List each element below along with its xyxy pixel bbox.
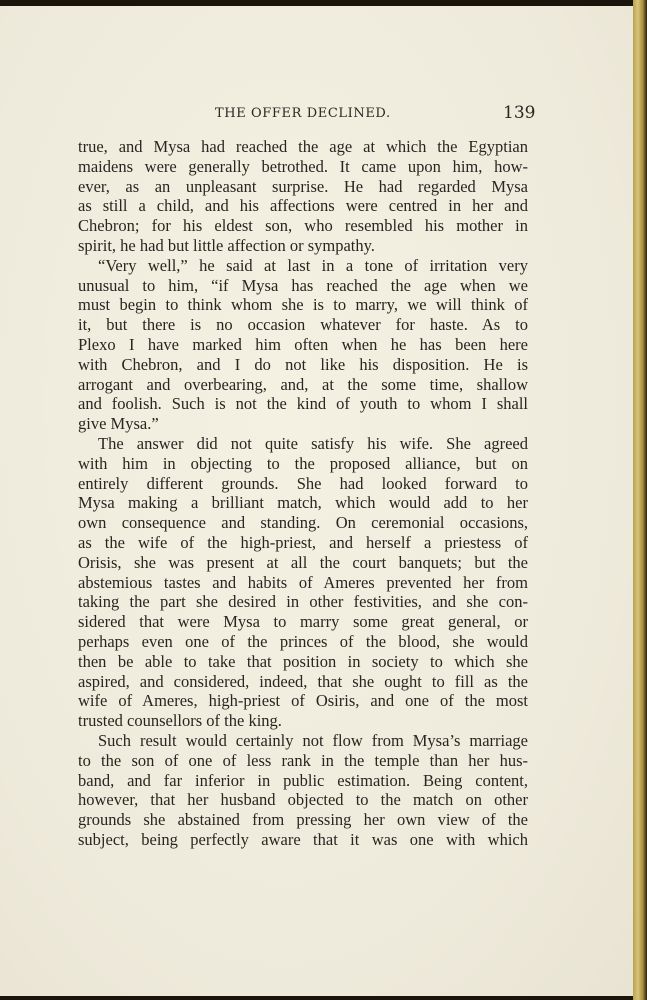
text-line: Mysa making a brilliant match, which would add to her — [78, 493, 528, 513]
text-line: however, that her husband objected to the match on other — [78, 790, 528, 810]
text-line: own consequence and standing. On ceremonial occasions, — [78, 513, 528, 533]
text-line: as still a child, and his affections were centred in her and — [78, 196, 528, 216]
text-line: and foolish. Such is not the kind of youth to whom I shall — [78, 394, 528, 414]
text-line: band, and far inferior in public estimation. Being content, — [78, 770, 528, 790]
text-line: sidered that were Mysa to marry some great general, or — [78, 612, 528, 632]
text-line: abstemious tastes and habits of Ameres prevented her from — [78, 572, 528, 592]
page-header — [0, 103, 633, 129]
text-line: must begin to think whom she is to marry, we will think of — [78, 295, 528, 315]
text-line: to the son of one of less rank in the temple than her hus- — [78, 750, 528, 770]
text-line: subject, being perfectly aware that it was one with which — [78, 829, 528, 849]
text-line: maidens were generally betrothed. It came upon him, how- — [78, 156, 528, 176]
text-line: true, and Mysa had reached the age at which the Egyptian — [78, 137, 528, 156]
text-line: aspired, and considered, indeed, that she ought to fill as the — [78, 671, 528, 691]
body-text — [78, 137, 528, 850]
text-line: trusted counsellors of the king. — [78, 711, 282, 731]
text-line: Plexo I have marked him often when he has been here — [78, 334, 528, 354]
text-line: Chebron; for his eldest son, who resembled his mother in — [78, 216, 528, 236]
text-line: wife of Ameres, high-priest of Osiris, and one of the most — [78, 691, 528, 711]
text-line: then be able to take that position in society to which she — [78, 651, 528, 671]
text-line: grounds she abstained from pressing her own view of the — [78, 810, 528, 830]
text-line: “Very well,” he said at last in a tone of irritation very — [98, 255, 528, 275]
gilt-page-edge — [633, 0, 647, 1000]
text-line: it, but there is no occasion whatever for haste. As to — [78, 315, 528, 335]
text-line: perhaps even one of the princes of the blood, she would — [78, 631, 528, 651]
text-line: as the wife of the high-priest, and herself a priestess of — [78, 532, 528, 552]
text-line: The answer did not quite satisfy his wife. She agreed — [98, 433, 528, 453]
text-line: with him in objecting to the proposed alliance, but on — [78, 453, 528, 473]
text-line: Such result would certainly not flow from Mysa’s marriage — [98, 730, 528, 750]
text-line: give Mysa.” — [78, 414, 159, 434]
text-line: with Chebron, and I do not like his disposition. He is — [78, 354, 528, 374]
running-title: THE OFFER DECLINED. — [215, 106, 391, 121]
text-line: spirit, he had but little affection or sympathy. — [78, 235, 375, 255]
text-line: taking the part she desired in other festivities, and she con- — [78, 592, 528, 612]
text-line: unusual to him, “if Mysa has reached the age when we — [78, 275, 528, 295]
text-line: entirely different grounds. She had looked forward to — [78, 473, 528, 493]
text-line: Orisis, she was present at all the court banquets; but the — [78, 552, 528, 572]
text-line: arrogant and overbearing, and, at the some time, shallow — [78, 374, 528, 394]
text-line: ever, as an unpleasant surprise. He had regarded Mysa — [78, 176, 528, 196]
page-number: 139 — [503, 103, 536, 123]
book-page — [0, 6, 633, 996]
